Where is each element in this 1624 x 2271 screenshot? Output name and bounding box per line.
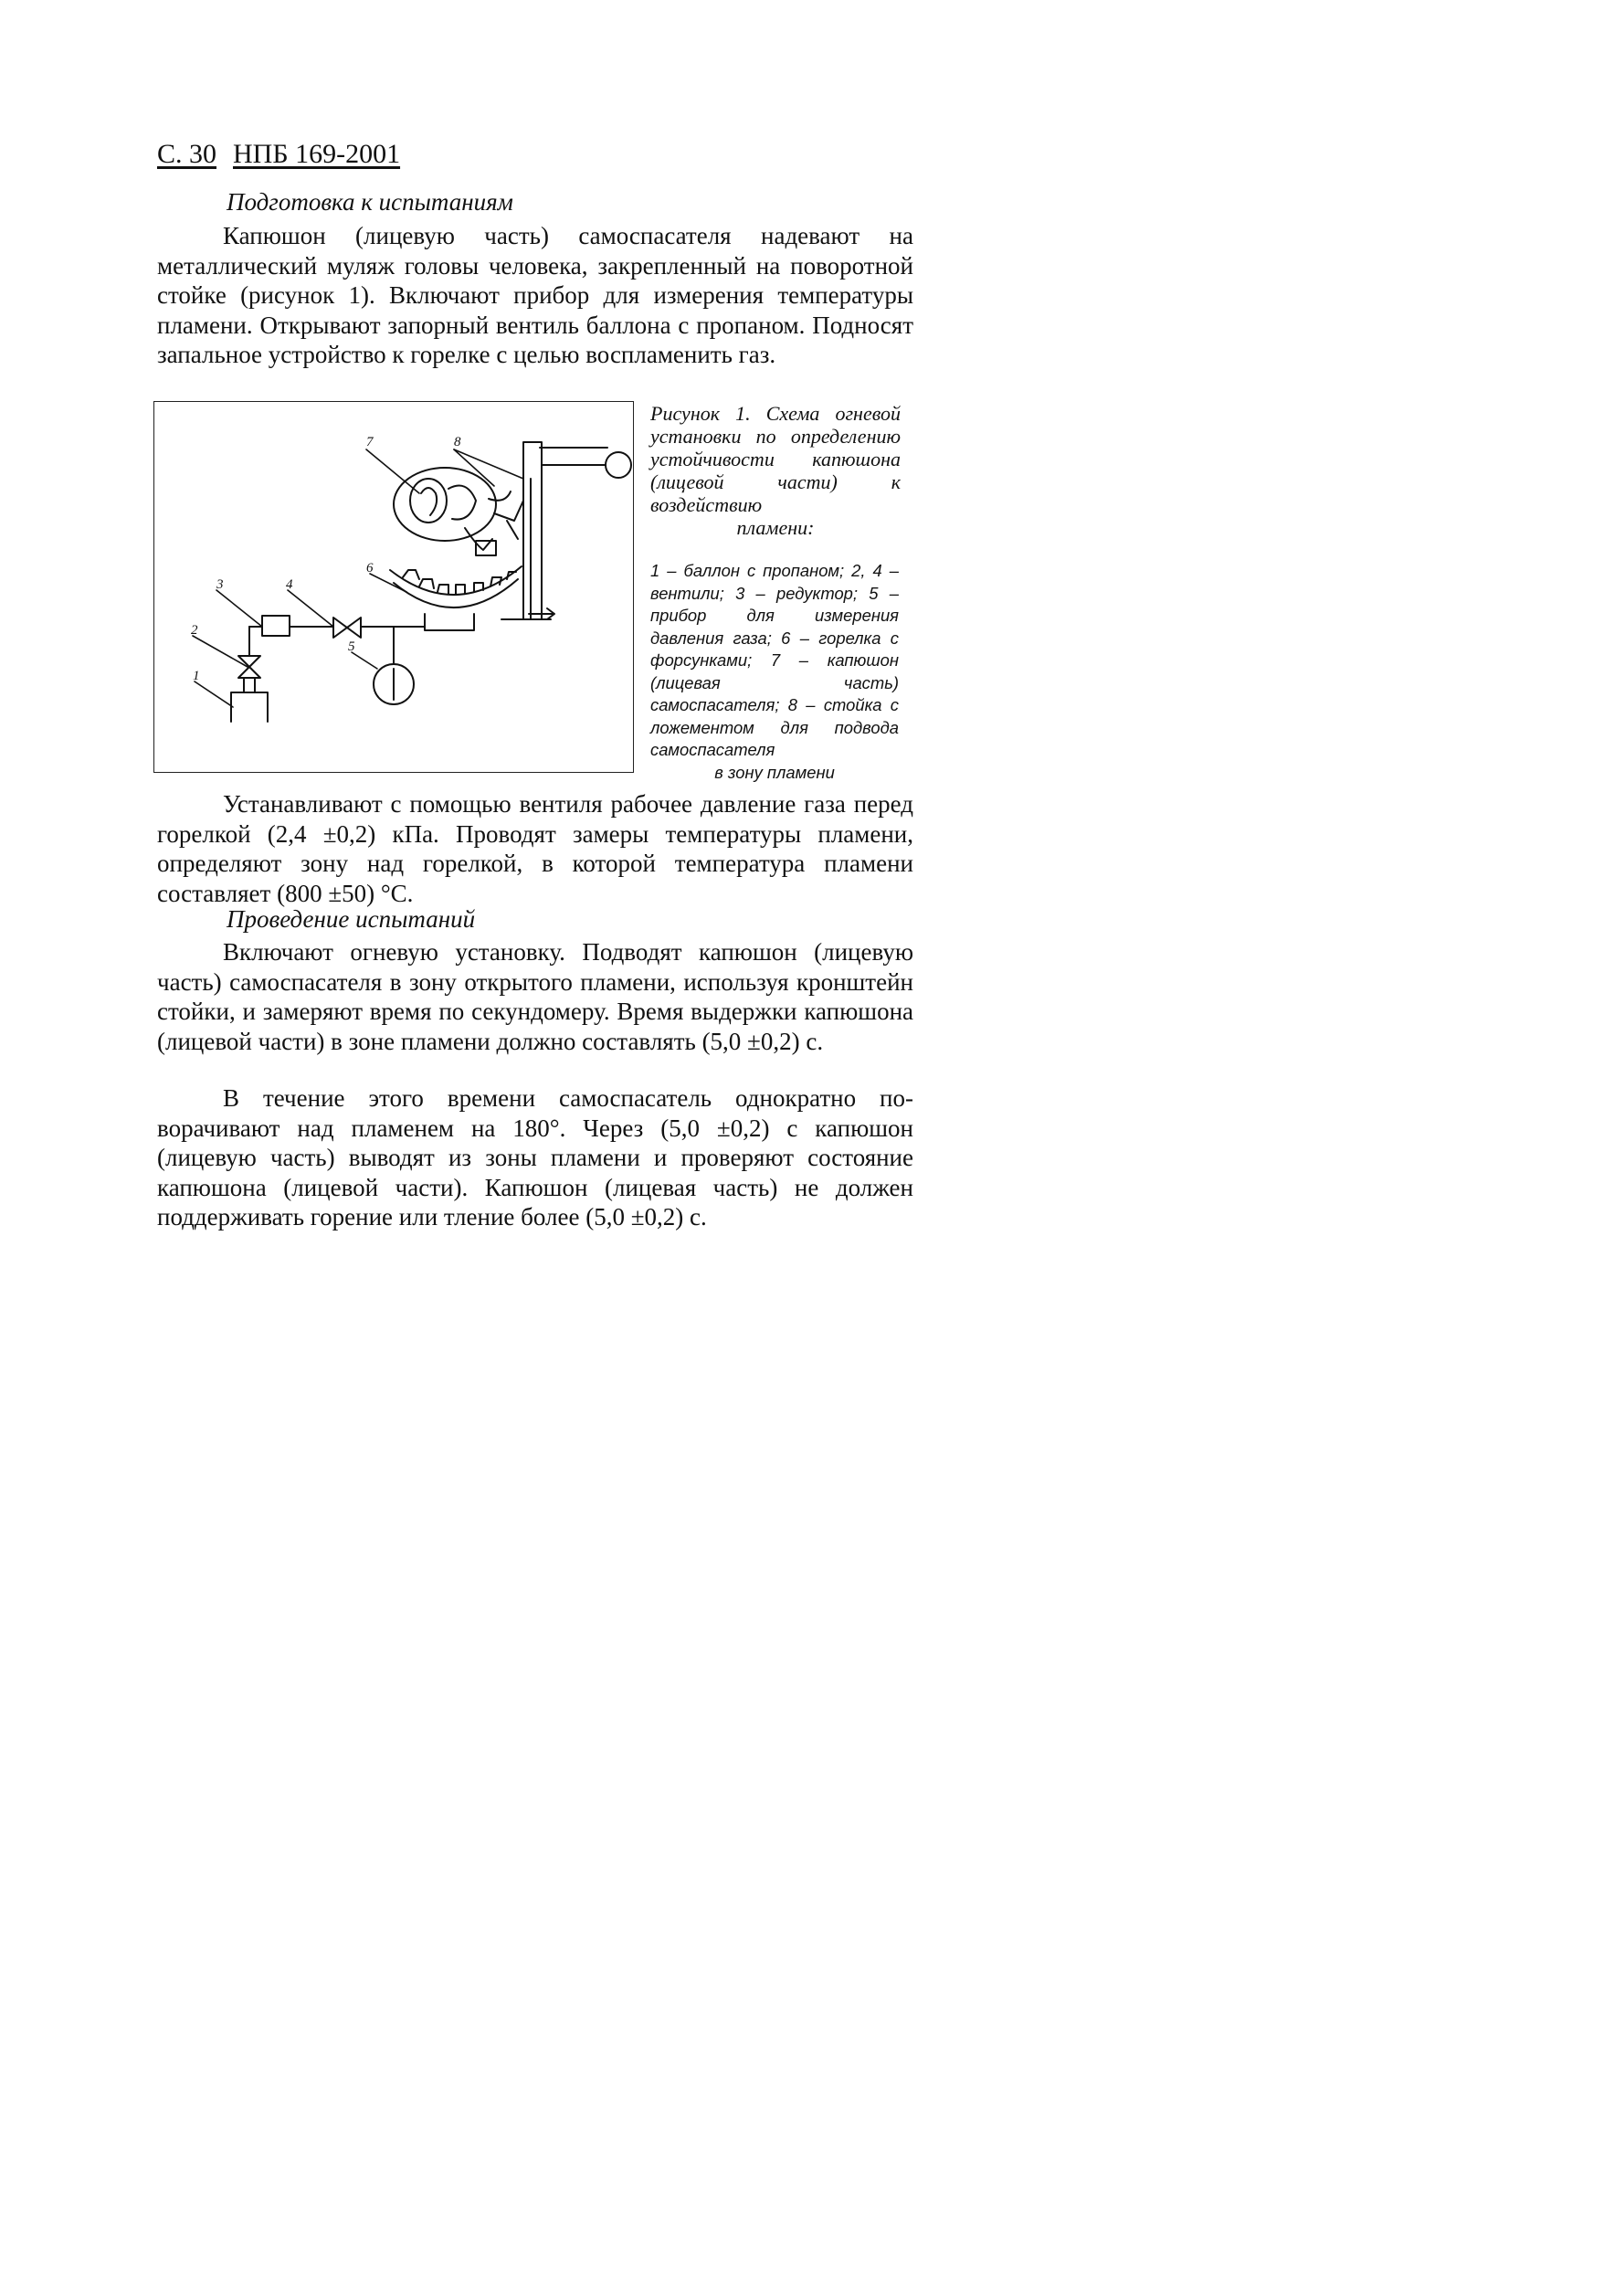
figure-legend xyxy=(650,560,899,784)
callout-lines xyxy=(193,449,523,707)
paragraph-preparation-text: Капюшон (лицевую часть) самоспасателя надевают на металлический муляж головы человека, закрепленный на поворотной стойке (рисунок 1). Включают прибор для измерения температуры пламени. Открывают запорный вентиль баллона с пропаном. Подносят запальное устройство к горелке с целью воспламенить газ. xyxy=(157,222,913,369)
burner-with-nozzles-icon xyxy=(390,566,522,630)
paragraph-testing-2-text: В течение этого времени самоспасатель однократно поворачивают над пламенем на 180°. Через (5,0 ±0,2) с капюшон (лицевую часть) выводят из зоны пламени и проверяют состояние капюшона (лицевой части). Капюшон (лицевая часть) не должен поддерживать горение или тление более (5,0 ±0,2) с. xyxy=(157,1084,913,1231)
figure-caption-text: Рисунок 1. Схема огневой установки по определению устойчивости капюшона (лицевой части) к воздействию xyxy=(650,402,901,516)
paragraph-testing-1 xyxy=(157,937,913,1056)
label-2: 2 xyxy=(191,623,198,638)
label-3: 3 xyxy=(216,577,224,592)
valve-4-icon xyxy=(333,618,361,638)
label-4: 4 xyxy=(286,577,293,592)
figure-legend-text: 1 – баллон с пропаном; 2, 4 – вентили; 3 – редуктор; 5 – прибор для измерения давления газа; 6 – горелка с форсунками; 7 – капюшон (лицевая часть) самоспасателя; 8 – стойка с ложементом для подвода самоспасателя xyxy=(650,561,899,759)
figure-caption-end: пламени: xyxy=(736,516,815,539)
page-header xyxy=(157,139,400,170)
valve-2-icon xyxy=(238,656,260,678)
propane-cylinder-icon xyxy=(231,678,268,722)
figure-caption xyxy=(650,402,901,539)
stand-with-cradle xyxy=(501,442,631,619)
gas-line xyxy=(249,627,425,663)
paragraph-preparation xyxy=(157,221,913,370)
section-title-testing: Проведение испытаний xyxy=(227,905,476,933)
label-6: 6 xyxy=(366,561,374,576)
section-title-preparation: Подготовка к испытаниям xyxy=(227,188,513,216)
page-number: С. 30 xyxy=(157,139,217,169)
hood-face-part-icon xyxy=(394,468,523,555)
paragraph-pressure-text: Устанавливают с помощью вентиля рабочее давление газа перед горелкой (2,4 ±0,2) кПа. Проводят замеры температуры пламени, определяют зону над горелкой, в которой температура пламени составляет (800 ±50) °С. xyxy=(157,790,913,907)
label-1: 1 xyxy=(193,669,200,683)
label-7: 7 xyxy=(366,435,374,449)
label-8: 8 xyxy=(454,435,461,449)
figure-1-diagram xyxy=(153,401,634,773)
paragraph-testing-1-text: Включают огневую установку. Подводят капюшон (лицевую часть) самоспасателя в зону открытого пламени, используя кронштейн стойки, и замеряют время по секундомеру. Время выдержки капюшона (лицевой части) в зоне пламени должно составлять (5,0 ±0,2) с. xyxy=(157,938,913,1055)
document-code: НПБ 169-2001 xyxy=(233,139,401,169)
fire-test-rig-schematic xyxy=(154,402,635,774)
reducer-icon xyxy=(262,616,290,636)
paragraph-testing-2 xyxy=(157,1083,913,1232)
figure-legend-end: в зону пламени xyxy=(714,762,835,782)
label-5: 5 xyxy=(348,639,355,654)
pressure-gauge-icon xyxy=(374,664,414,704)
paragraph-pressure xyxy=(157,789,913,908)
